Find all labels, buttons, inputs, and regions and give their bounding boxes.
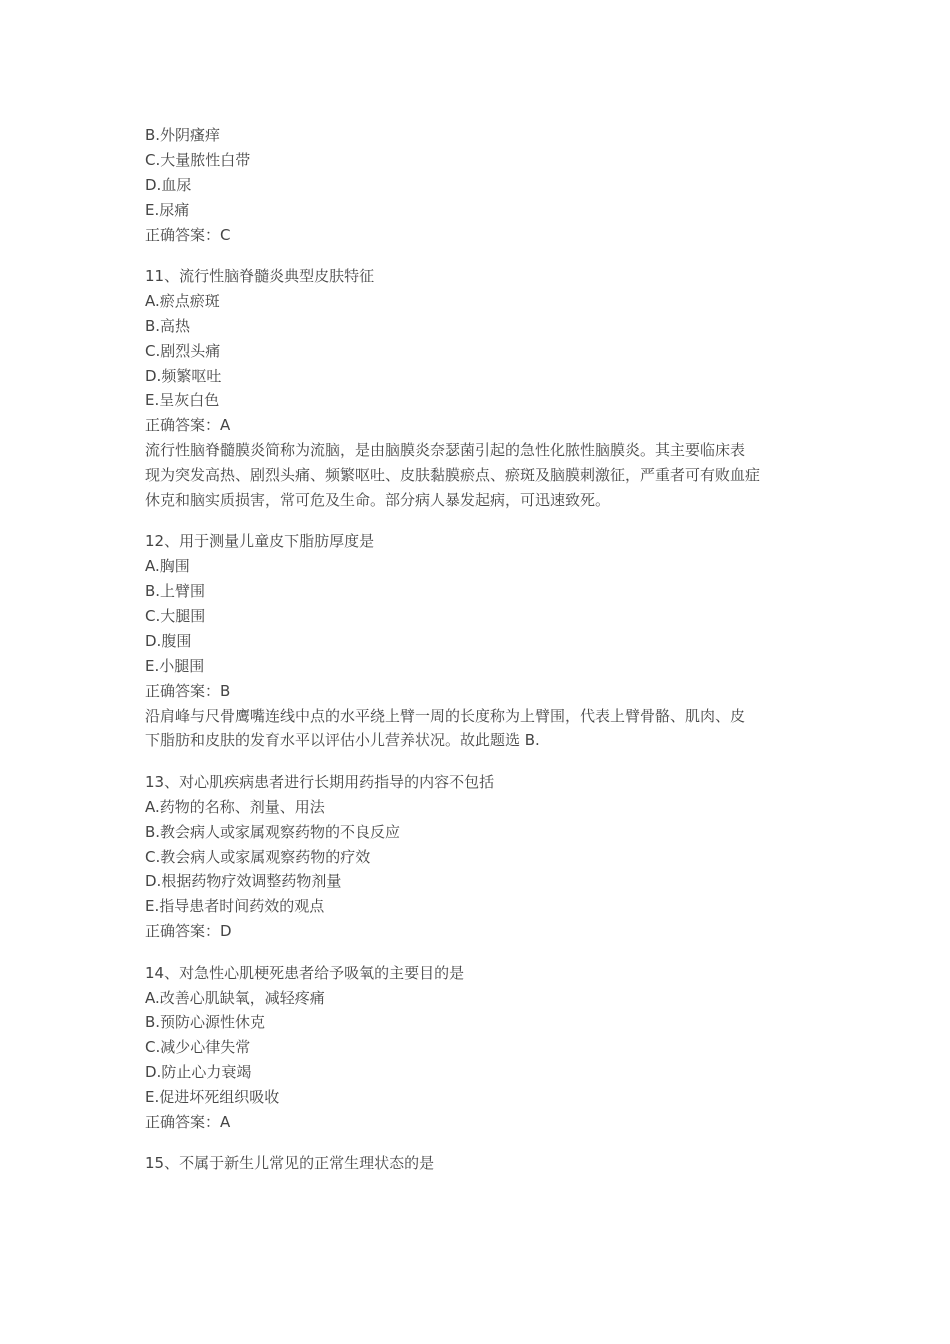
- explanation-line: 下脂肪和皮肤的发育水平以评估小儿营养状况。故此题选 B.: [145, 731, 540, 750]
- option-e: E.指导患者时间药效的观点: [145, 897, 325, 916]
- option-c: C.减少心律失常: [145, 1038, 251, 1057]
- question-stem: 15、不属于新生儿常见的正常生理状态的是: [145, 1154, 435, 1173]
- option-a: A.改善心肌缺氧，减轻疼痛: [145, 988, 325, 1007]
- answer-line: 正确答案：A: [145, 416, 231, 435]
- option-b: B.教会病人或家属观察药物的不良反应: [145, 822, 401, 841]
- option-d: D.腹围: [145, 631, 192, 650]
- answer-line: 正确答案：B: [145, 681, 231, 700]
- question-stem: 14、对急性心肌梗死患者给予吸氧的主要目的是: [145, 963, 465, 982]
- option-d: D.频繁呕吐: [145, 366, 222, 385]
- option-a: A.药物的名称、剂量、用法: [145, 797, 325, 816]
- option-c: C.大量脓性白带: [145, 150, 251, 169]
- question-15: [145, 1151, 810, 1176]
- option-b: B.高热: [145, 316, 191, 335]
- explanation-line: 现为突发高热、剧烈头痛、频繁呕吐、皮肤黏膜瘀点、瘀斑及脑膜刺激征，严重者可有败血症: [145, 466, 761, 485]
- option-a: A.胸围: [145, 557, 190, 576]
- question-12: [145, 529, 810, 753]
- option-d: D.血尿: [145, 175, 192, 194]
- option-b: B.外阴瘙痒: [145, 126, 221, 144]
- explanation-line: 休克和脑实质损害，常可危及生命。部分病人暴发起病，可迅速致死。: [145, 490, 611, 509]
- explanation-line: 沿肩峰与尺骨鹰嘴连线中点的水平绕上臂一周的长度称为上臂围，代表上臂骨骼、肌肉、皮: [145, 706, 746, 725]
- option-b: B.上臂围: [145, 582, 206, 601]
- explanation-line: 流行性脑脊髓膜炎简称为流脑，是由脑膜炎奈瑟菌引起的急性化脓性脑膜炎。其主要临床表: [145, 441, 746, 460]
- question-13: [145, 770, 810, 944]
- answer-line: 正确答案：D: [145, 922, 232, 941]
- document-page: [145, 123, 810, 1176]
- option-c: C.剧烈头痛: [145, 341, 221, 360]
- answer-line: 正确答案：C: [145, 225, 231, 244]
- option-d: D.防止心力衰竭: [145, 1063, 252, 1082]
- option-e: E.呈灰白色: [145, 391, 220, 410]
- question-11: [145, 264, 810, 513]
- option-e: E.小腿围: [145, 656, 205, 675]
- question-stem: 11、流行性脑脊髓炎典型皮肤特征: [145, 266, 375, 285]
- question-stem: 12、用于测量儿童皮下脂肪厚度是: [145, 532, 375, 551]
- option-b: B.预防心源性休克: [145, 1013, 266, 1032]
- option-e: E.尿痛: [145, 200, 190, 219]
- question-10-tail: [145, 123, 810, 247]
- question-stem: 13、对心肌疾病患者进行长期用药指导的内容不包括: [145, 772, 495, 791]
- option-e: E.促进坏死组织吸收: [145, 1088, 280, 1107]
- answer-line: 正确答案：A: [145, 1112, 231, 1131]
- option-c: C.大腿围: [145, 607, 206, 626]
- option-d: D.根据药物疗效调整药物剂量: [145, 872, 342, 891]
- option-a: A.瘀点瘀斑: [145, 291, 220, 310]
- option-c: C.教会病人或家属观察药物的疗效: [145, 847, 371, 866]
- question-14: [145, 961, 810, 1135]
